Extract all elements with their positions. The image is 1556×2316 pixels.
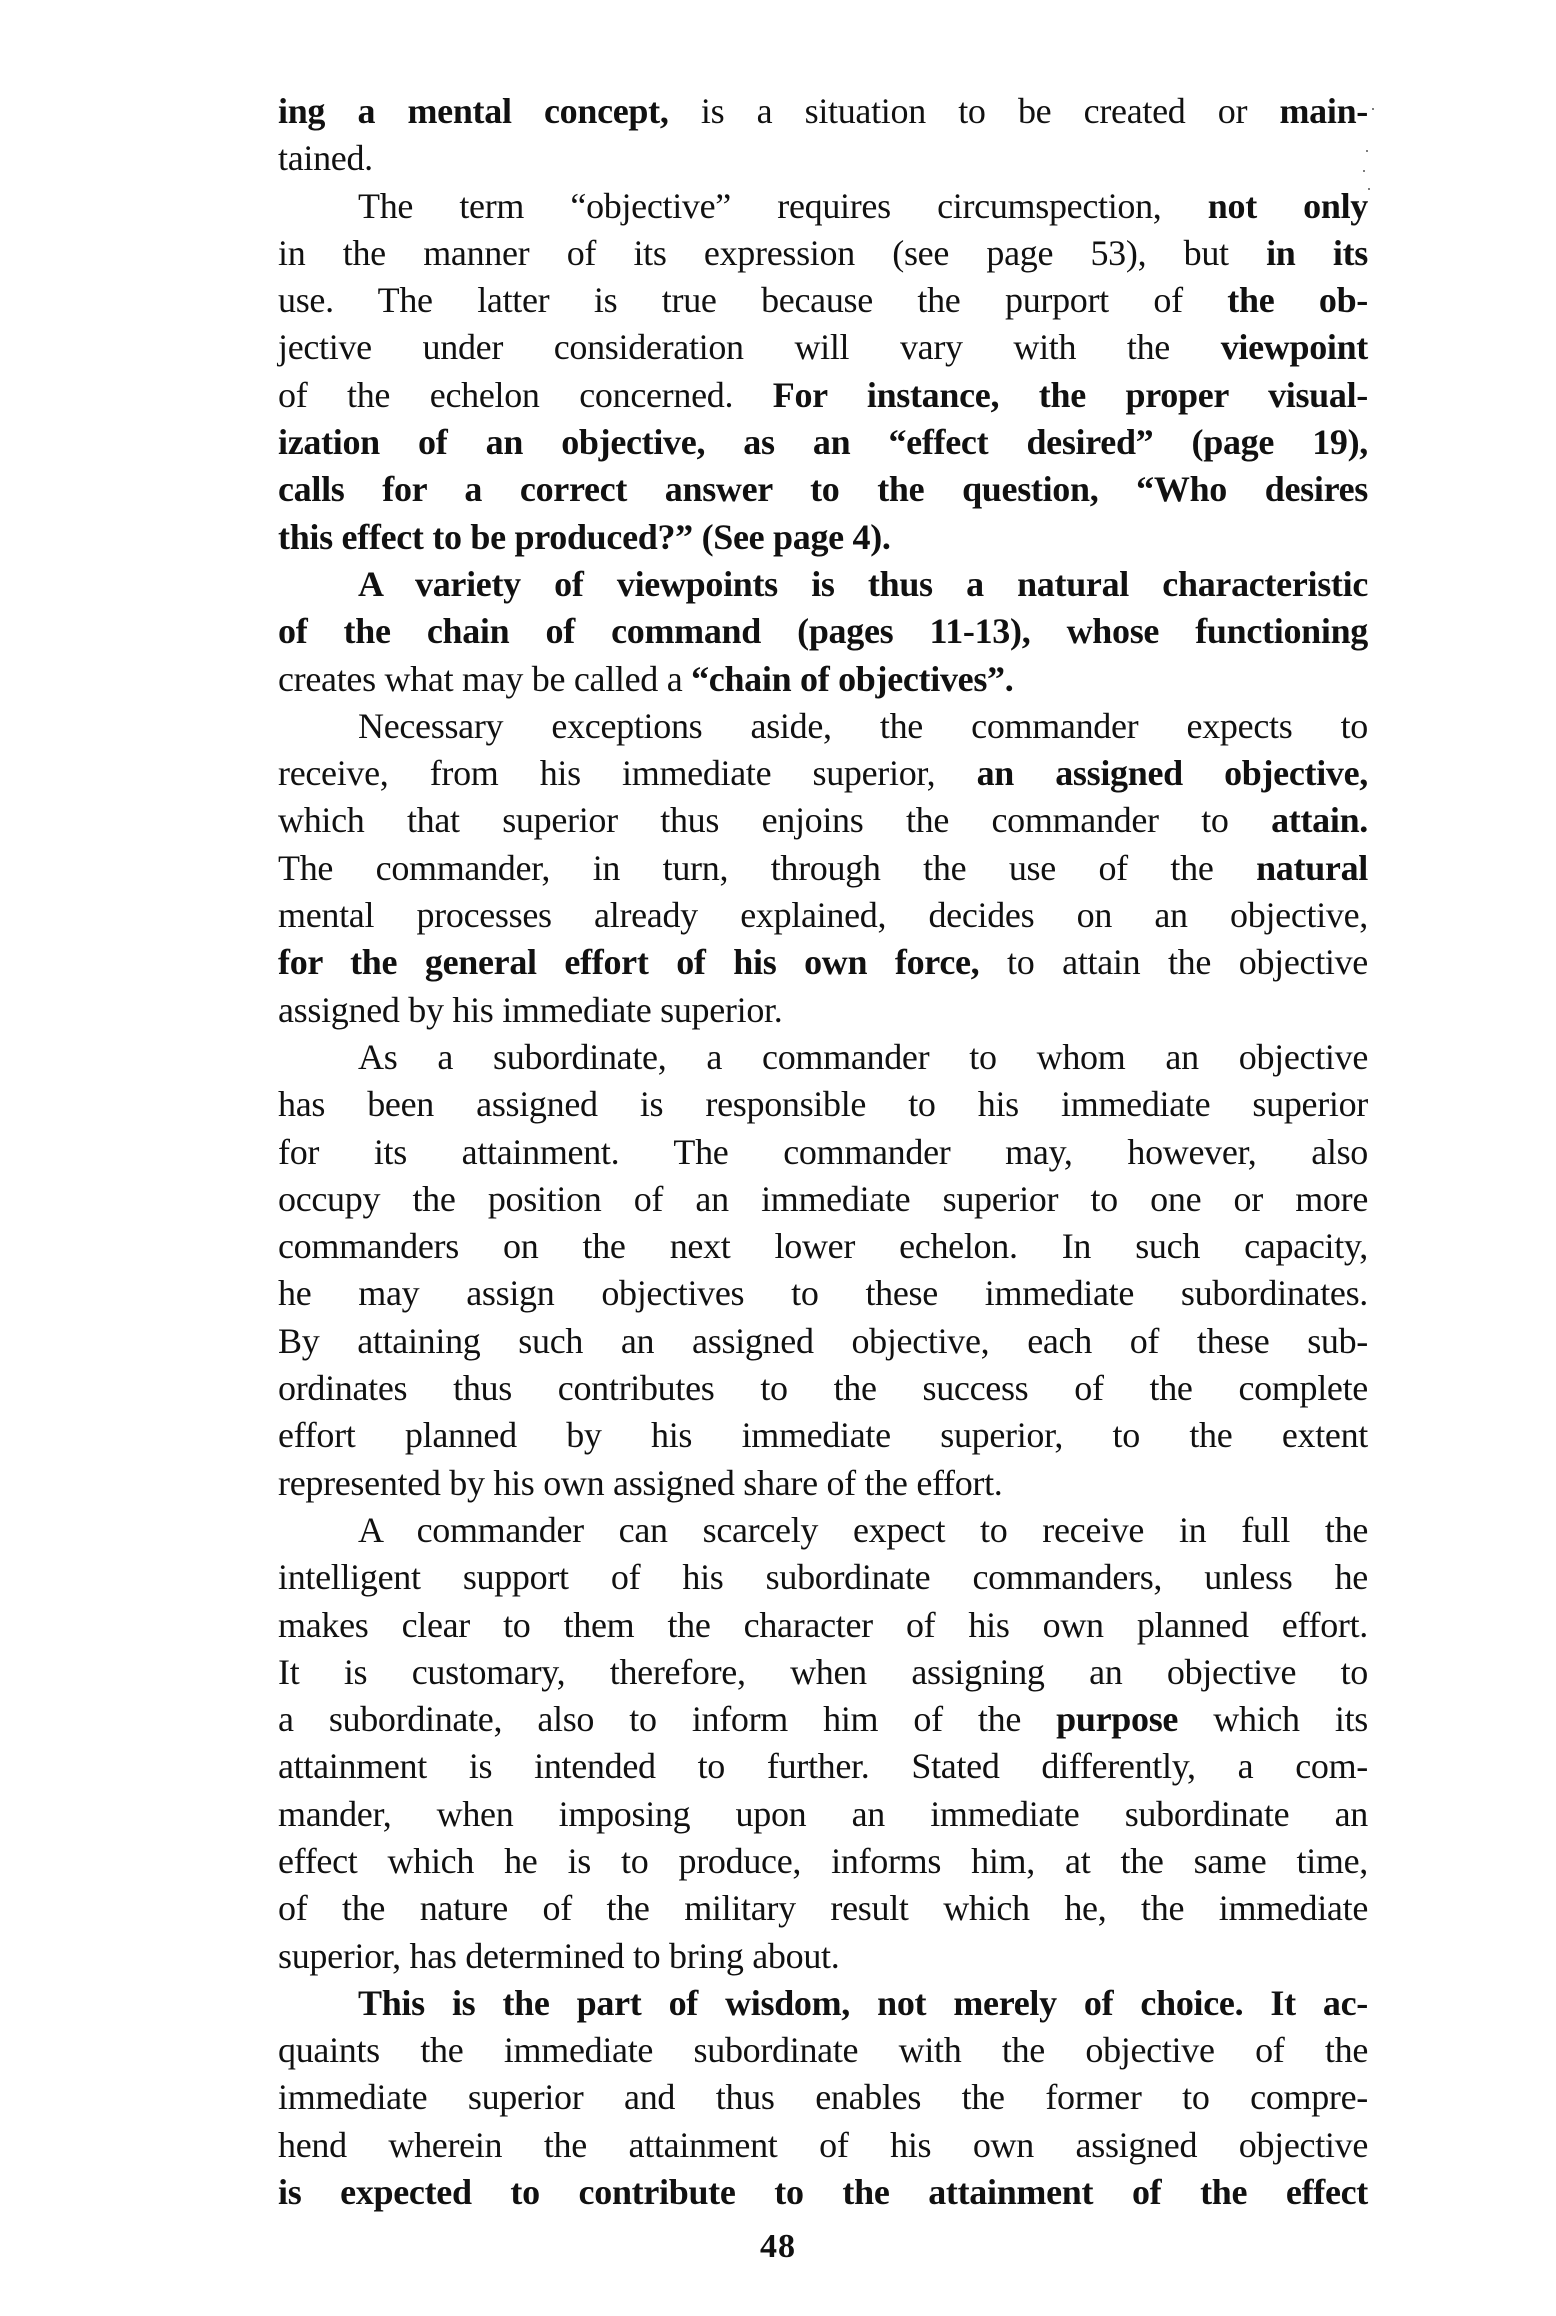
emphasized-text: is expected to contribute to the attainment of the effect xyxy=(278,2172,1368,2213)
text-line xyxy=(278,1933,1368,1980)
text-run: receive, from his immediate superior, xyxy=(278,753,977,794)
text-line xyxy=(278,1081,1368,1128)
text-line xyxy=(278,372,1368,419)
paragraph xyxy=(278,1980,1368,2216)
text-run: mental processes already explained, decides on an objective, xyxy=(278,895,1368,936)
text-run: is a situation to be created or xyxy=(668,91,1280,131)
text-line xyxy=(278,2122,1368,2169)
text-line xyxy=(278,703,1368,750)
paragraph xyxy=(278,561,1368,703)
emphasized-text: natural xyxy=(1256,847,1368,888)
text-run: of the nature of the military result which he, the immediate xyxy=(278,1888,1368,1929)
text-line xyxy=(278,419,1368,466)
emphasized-text: “chain of objectives”. xyxy=(691,658,1014,699)
text-line xyxy=(278,1554,1368,1601)
text-line xyxy=(278,88,1368,135)
emphasized-text: A variety of viewpoints is thus a natural characteristic xyxy=(358,563,1368,604)
text-line xyxy=(278,1129,1368,1176)
text-line xyxy=(278,1743,1368,1790)
text-run: attainment is intended to further. Stated differently, a com- xyxy=(278,1746,1368,1787)
text-line xyxy=(278,1838,1368,1885)
text-line xyxy=(278,514,1368,561)
text-run: The term “objective” requires circumspection, xyxy=(358,185,1208,226)
text-line xyxy=(278,608,1368,655)
text-run: A commander can scarcely expect to receive in full the xyxy=(358,1509,1368,1550)
text-run: assigned by his immediate superior. xyxy=(278,989,783,1030)
text-line xyxy=(278,1602,1368,1649)
text-run: Necessary exceptions aside, the commander expects to xyxy=(358,705,1368,746)
text-line xyxy=(278,1980,1368,2027)
text-run: represented by his own assigned share of the effort. xyxy=(278,1462,1003,1503)
text-line xyxy=(278,230,1368,277)
text-run: intelligent support of his subordinate commanders, unless he xyxy=(278,1557,1368,1598)
text-run: jective under consideration will vary with the xyxy=(278,327,1221,368)
text-run: quaints the immediate subordinate with the objective of the xyxy=(278,2030,1368,2071)
text-line xyxy=(278,1365,1368,1412)
emphasized-text: For instance, the proper visual- xyxy=(772,374,1368,415)
scan-speck xyxy=(1372,108,1374,110)
text-line xyxy=(278,1507,1368,1554)
text-run: By attaining such an assigned objective, each of these sub- xyxy=(278,1320,1368,1361)
text-run: It is customary, therefore, when assigning an objective to xyxy=(278,1651,1368,1692)
text-run: use. The latter is true because the purport of xyxy=(278,280,1228,321)
text-line xyxy=(278,797,1368,844)
text-run: creates what may be called a xyxy=(278,658,692,699)
text-line xyxy=(278,277,1368,324)
text-run: hend wherein the attainment of his own assigned objective xyxy=(278,2124,1368,2165)
text-run: he may assign objectives to these immediate subordinates. xyxy=(278,1273,1368,1314)
text-line xyxy=(278,1460,1368,1507)
emphasized-text: the ob- xyxy=(1227,280,1368,321)
text-line xyxy=(278,892,1368,939)
emphasized-text: ization of an objective, as an “effect desired” (page 19), xyxy=(278,422,1368,463)
text-run: which its xyxy=(1178,1699,1368,1740)
emphasized-text: viewpoint xyxy=(1220,327,1368,368)
text-run: occupy the position of an immediate superior to one or more xyxy=(278,1178,1368,1219)
text-run: tained. xyxy=(278,138,373,179)
text-run: has been assigned is responsible to his immediate superior xyxy=(278,1084,1368,1125)
emphasized-text: calls for a correct answer to the question, “Who desires xyxy=(278,469,1368,510)
emphasized-text: ing a mental concept, xyxy=(278,91,669,131)
text-run: of the echelon concerned. xyxy=(278,374,773,415)
text-line xyxy=(278,1791,1368,1838)
scan-speck xyxy=(1366,150,1368,152)
text-run: immediate superior and thus enables the former to compre- xyxy=(278,2077,1368,2118)
paragraph xyxy=(278,88,1368,183)
text-line xyxy=(278,1649,1368,1696)
emphasized-text: of the chain of command (pages 11-13), whose functioning xyxy=(278,611,1368,652)
text-line xyxy=(278,1696,1368,1743)
text-run: makes clear to them the character of his own planned effort. xyxy=(278,1604,1368,1645)
text-run: which that superior thus enjoins the commander to xyxy=(278,800,1272,841)
text-line xyxy=(278,1270,1368,1317)
text-line xyxy=(278,2169,1368,2216)
scan-speck xyxy=(1368,188,1370,190)
emphasized-text: for the general effort of his own force, xyxy=(278,942,980,983)
body-text xyxy=(278,88,1368,2216)
text-run: a subordinate, also to inform him of the xyxy=(278,1699,1057,1740)
text-line xyxy=(278,1223,1368,1270)
text-line xyxy=(278,1318,1368,1365)
emphasized-text: an assigned objective, xyxy=(976,753,1368,794)
page-number: 48 xyxy=(760,2228,796,2265)
text-line xyxy=(278,466,1368,513)
text-line xyxy=(278,1034,1368,1081)
text-run: effect which he is to produce, informs him, at the same time, xyxy=(278,1840,1368,1881)
emphasized-text: attain. xyxy=(1271,800,1368,841)
text-line xyxy=(278,324,1368,371)
paragraph xyxy=(278,1507,1368,1980)
text-line xyxy=(278,1412,1368,1459)
paragraph xyxy=(278,703,1368,1034)
text-run: commanders on the next lower echelon. In such capacity, xyxy=(278,1226,1368,1267)
text-run: in the manner of its expression (see page 53), but xyxy=(278,232,1267,273)
text-line xyxy=(278,1885,1368,1932)
text-run: for its attainment. The commander may, however, also xyxy=(278,1131,1368,1172)
text-run: to attain the objective xyxy=(979,942,1368,983)
emphasized-text: purpose xyxy=(1056,1699,1179,1740)
emphasized-text: main- xyxy=(1279,91,1368,131)
text-run: superior, has determined to bring about. xyxy=(278,1935,840,1976)
paragraph xyxy=(278,1034,1368,1507)
emphasized-text: in its xyxy=(1266,232,1368,273)
text-line xyxy=(278,2027,1368,2074)
emphasized-text: this effect to be produced?” (See page 4). xyxy=(278,516,891,557)
paragraph xyxy=(278,183,1368,561)
text-run: ordinates thus contributes to the success of the complete xyxy=(278,1368,1368,1409)
text-line xyxy=(278,656,1368,703)
text-line xyxy=(278,939,1368,986)
text-run: The commander, in turn, through the use of the xyxy=(278,847,1257,888)
text-run: mander, when imposing upon an immediate subordinate an xyxy=(278,1793,1368,1834)
emphasized-text: not only xyxy=(1207,185,1368,226)
text-run: effort planned by his immediate superior, to the extent xyxy=(278,1415,1368,1456)
text-run: As a subordinate, a commander to whom an objective xyxy=(358,1036,1368,1077)
text-line xyxy=(278,183,1368,230)
text-line xyxy=(278,135,1368,182)
text-line xyxy=(278,1176,1368,1223)
text-line xyxy=(278,987,1368,1034)
text-line xyxy=(278,561,1368,608)
emphasized-text: This is the part of wisdom, not merely of choice. It ac- xyxy=(358,1982,1368,2023)
scan-speck xyxy=(1363,170,1365,172)
text-line xyxy=(278,845,1368,892)
text-line xyxy=(278,2074,1368,2121)
text-line xyxy=(278,750,1368,797)
